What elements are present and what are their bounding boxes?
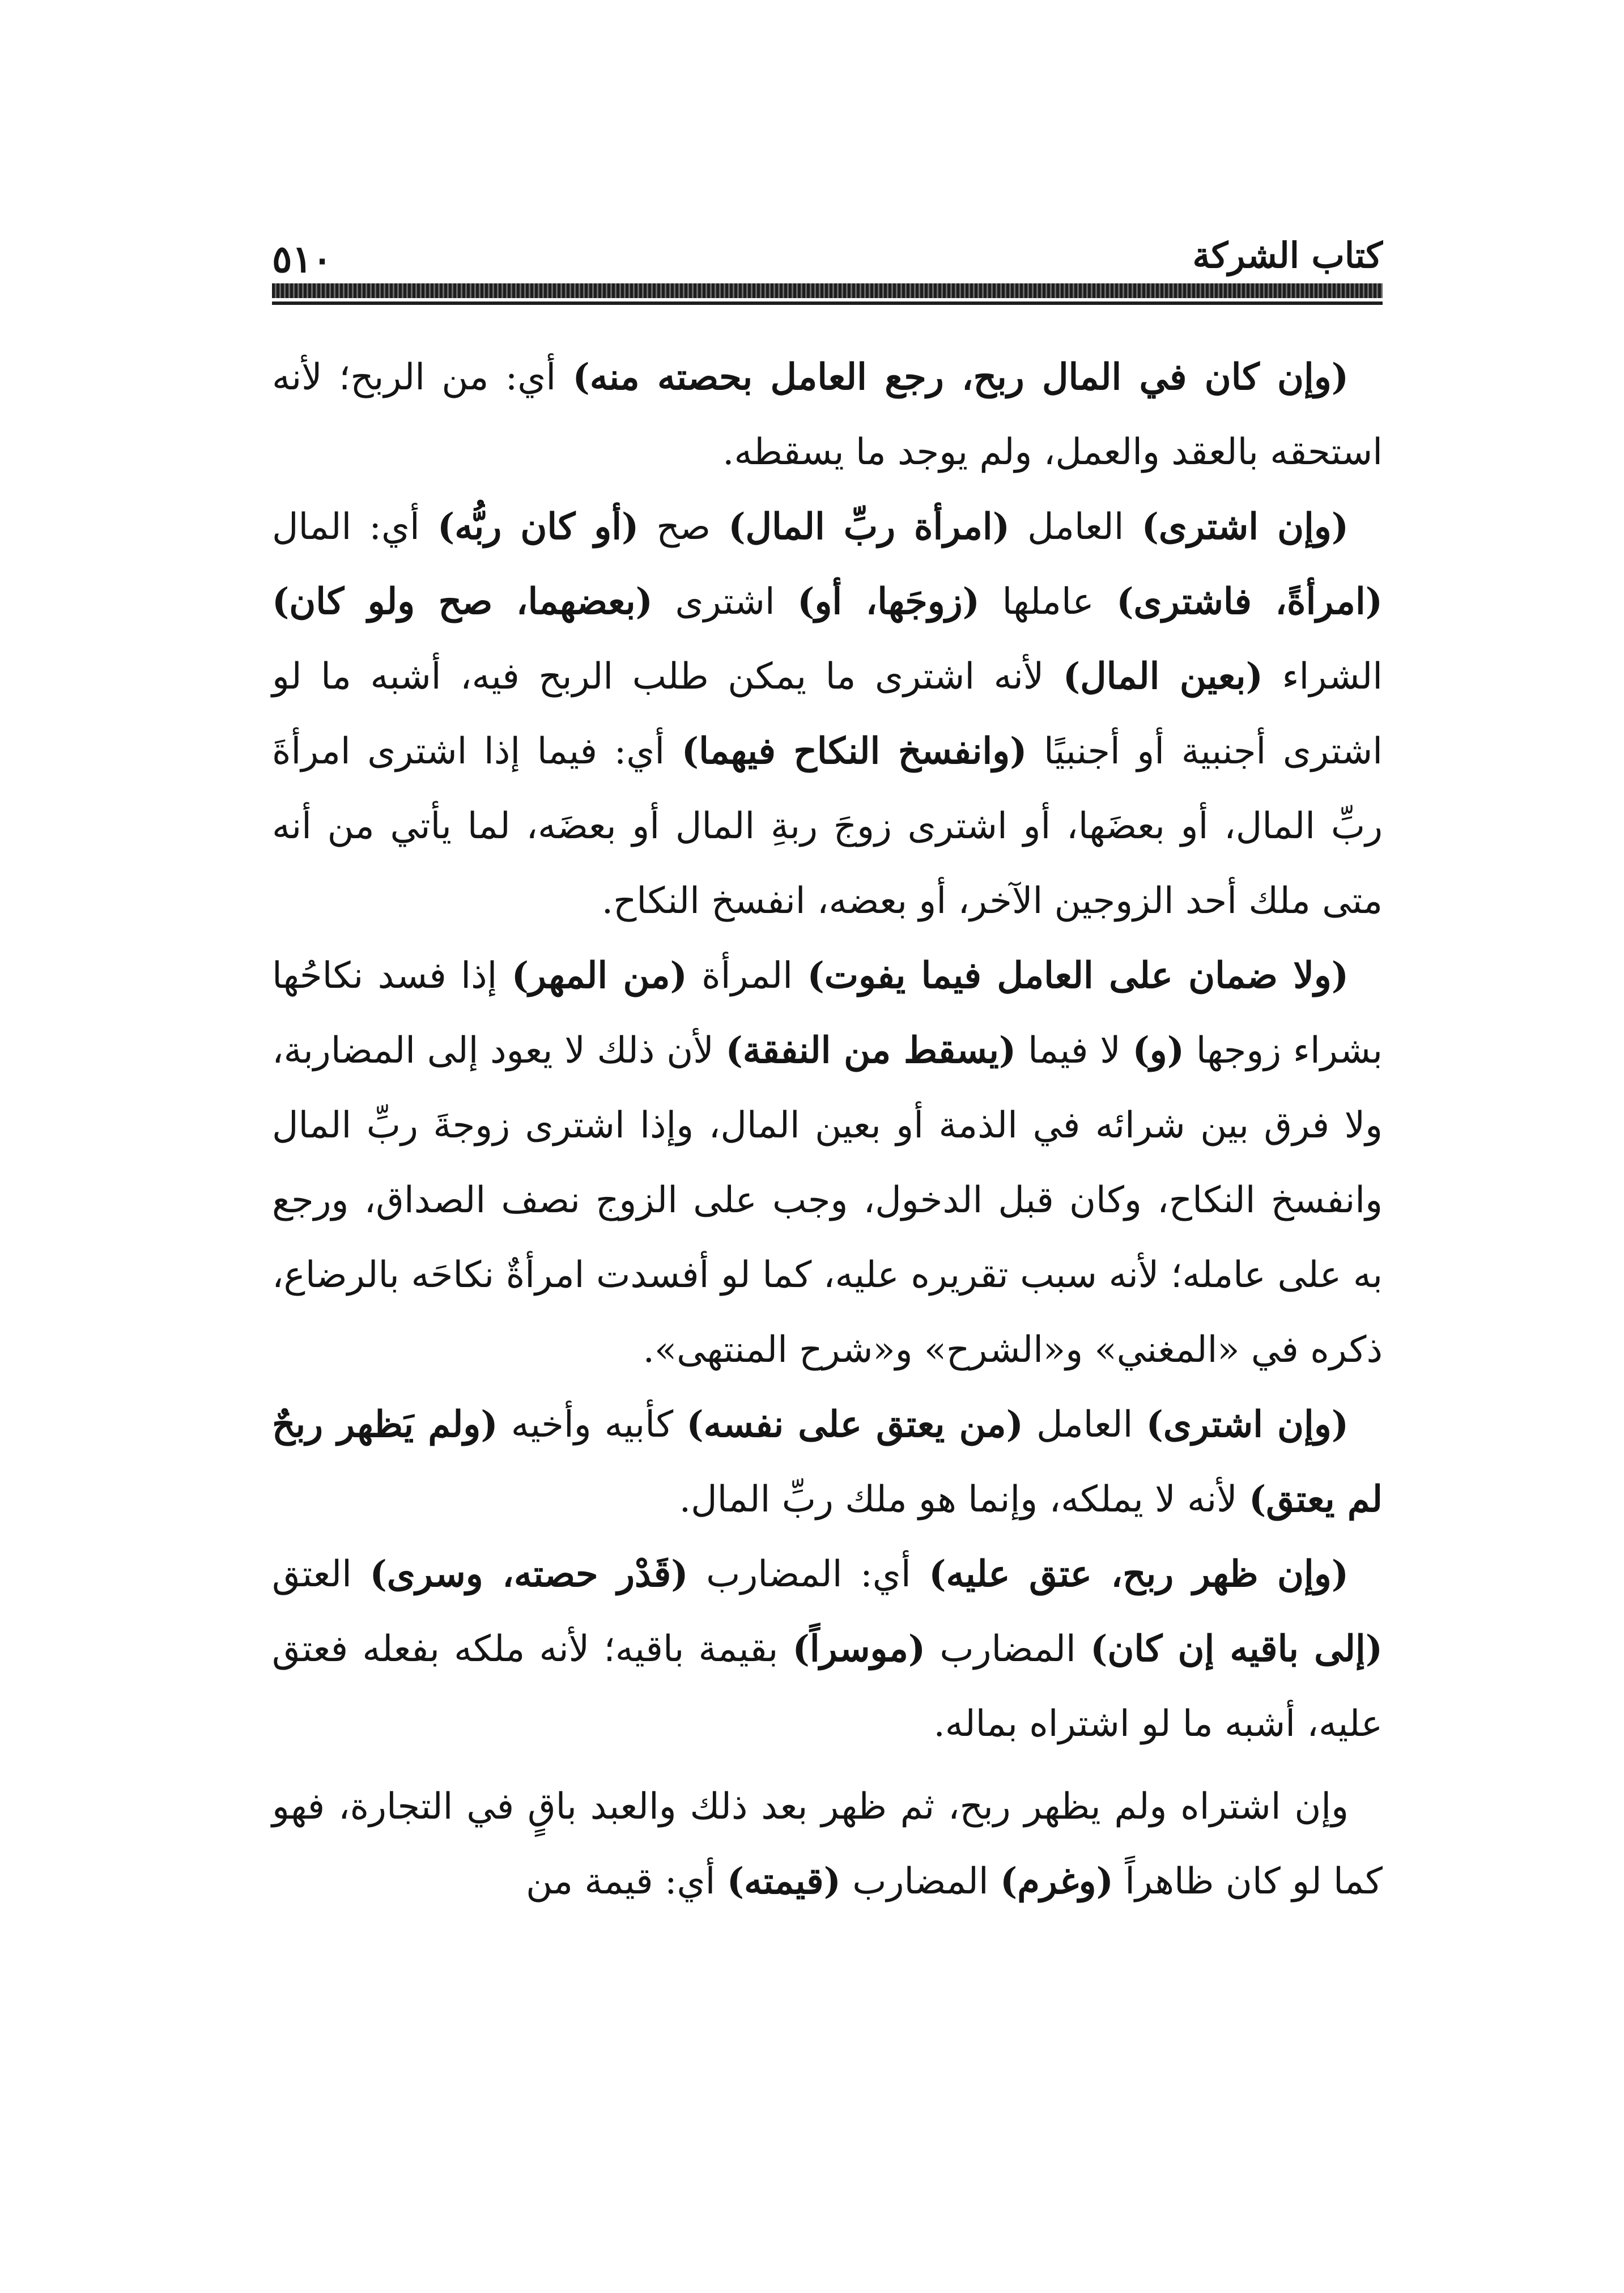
matn-text: (بعضهما، صح ولو كان) <box>272 580 653 623</box>
matn-text: (من يعتق على نفسه) <box>686 1403 1023 1446</box>
matn-text: (أو كان ربُّه) <box>437 506 639 548</box>
paragraph-2 <box>272 490 1383 939</box>
sharh-text: اشترى <box>652 581 798 623</box>
sharh-text: العامل <box>1010 506 1142 548</box>
sharh-text: أي: قيمة من <box>526 1861 727 1903</box>
sharh-text: إذا فسد نكاحُها بشراء زوجها <box>272 955 1383 1072</box>
book-title: كتاب الشركة <box>1192 235 1383 276</box>
matn-text: (بعين المال) <box>1062 655 1263 698</box>
sharh-text: بقيمة باقيه؛ لأنه ملكه بفعله فعتق عليه، أشبه ما لو اشتراه بماله. <box>272 1628 1383 1745</box>
matn-text: (وإن اشترى) <box>1146 1403 1349 1446</box>
sharh-text: المرأة <box>687 955 807 997</box>
matn-text: (قَدْر حصته، وسرى) <box>369 1553 688 1595</box>
sharh-text: المضارب <box>840 1861 1000 1903</box>
page-header <box>272 227 1383 281</box>
sharh-text: العتق <box>272 1553 370 1595</box>
matn-text: (موسراً) <box>792 1628 926 1670</box>
matn-text: (إلى باقيه إن كان) <box>1090 1628 1383 1670</box>
paragraph-4 <box>272 1387 1383 1537</box>
matn-text: (ولم يَظهر ربحٌ لم يعتق) <box>272 1403 1383 1521</box>
sharh-text: صح <box>639 506 729 548</box>
sharh-text: أي: المال <box>272 506 437 548</box>
sharh-text: لأنه لا يملكه، وإنما هو ملك ربِّ المال. <box>679 1479 1249 1521</box>
matn-text: (امرأة ربِّ المال) <box>728 506 1010 548</box>
sharh-text: الشراء <box>1262 656 1383 698</box>
sharh-text: أي: من الربح؛ لأنه استحقه بالعقد والعمل، ولم يوجد ما يسقطه. <box>272 356 1383 473</box>
paragraph-6 <box>272 1769 1383 1919</box>
paragraph-1 <box>272 340 1383 490</box>
paragraph-5 <box>272 1537 1383 1761</box>
page-number: ٥١٠ <box>272 237 333 281</box>
matn-text: (زوجَها، أو) <box>797 580 980 623</box>
header-rule-thin <box>272 302 1383 305</box>
paragraph-3 <box>272 939 1383 1387</box>
body-text <box>272 340 1383 1919</box>
matn-text: (يسقط من النفقة) <box>725 1029 1017 1072</box>
sharh-text: العامل <box>1023 1404 1146 1446</box>
sharh-text: لأنه اشترى ما يمكن طلب الربح فيه، أشبه ما لو اشترى أجنبية أو أجنبيًا <box>272 656 1383 772</box>
sharh-text: أي: فيما إذا اشترى امرأةَ ربِّ المال، أو بعضَها، أو اشترى زوجَ ربةِ المال أو بعضَه، لما يأتي من أنه متى ملك أحد الزوجين الآخر، أو بعضه، انفسخ النكاح. <box>272 731 1383 922</box>
matn-text: (وإن اشترى) <box>1141 506 1349 548</box>
matn-text: (وإن كان في المال ربح، رجع العامل بحصته منه) <box>572 356 1349 398</box>
sharh-text: لأن ذلك لا يعود إلى المضاربة، ولا فرق بين شرائه في الذمة أو بعين المال، وإذا اشترى زوجةَ ربِّ المال وانفسخ النكاح، وكان قبل الدخول، وجب على الزوج نصف الصداق، ورجع به على عامله؛ لأنه سبب تقريره عليه، كما لو أفسدت امرأةٌ نكاحَه بالرضاع، ذكره في «المغني» و«الشرح» و«شرح المنتهى». <box>272 1030 1383 1371</box>
sharh-text: وإن اشتراه ولم يظهر ربح، ثم ظهر بعد ذلك والعبد باقٍ في التجارة، فهو كما لو كان ظاهراً <box>272 1786 1383 1903</box>
matn-text: (قيمته) <box>726 1860 841 1903</box>
matn-text: (وغرم) <box>1000 1860 1113 1903</box>
matn-text: (امرأةً، فاشترى) <box>1116 580 1383 623</box>
sharh-text: عاملها <box>979 581 1117 623</box>
sharh-text: لا فيما <box>1016 1030 1133 1072</box>
matn-text: (ولا ضمان على العامل فيما يفوت) <box>807 954 1349 997</box>
sharh-text: أي: المضارب <box>688 1553 929 1595</box>
matn-text: (وانفسخ النكاح فيهما) <box>681 730 1027 772</box>
matn-text: (وإن ظهر ربح، عتق عليه) <box>929 1553 1349 1595</box>
sharh-text: كأبيه وأخيه <box>498 1404 687 1446</box>
matn-text: (و) <box>1132 1029 1184 1072</box>
header-rule <box>272 283 1383 298</box>
matn-text: (من المهر) <box>511 954 687 997</box>
sharh-text: المضارب <box>925 1628 1091 1670</box>
